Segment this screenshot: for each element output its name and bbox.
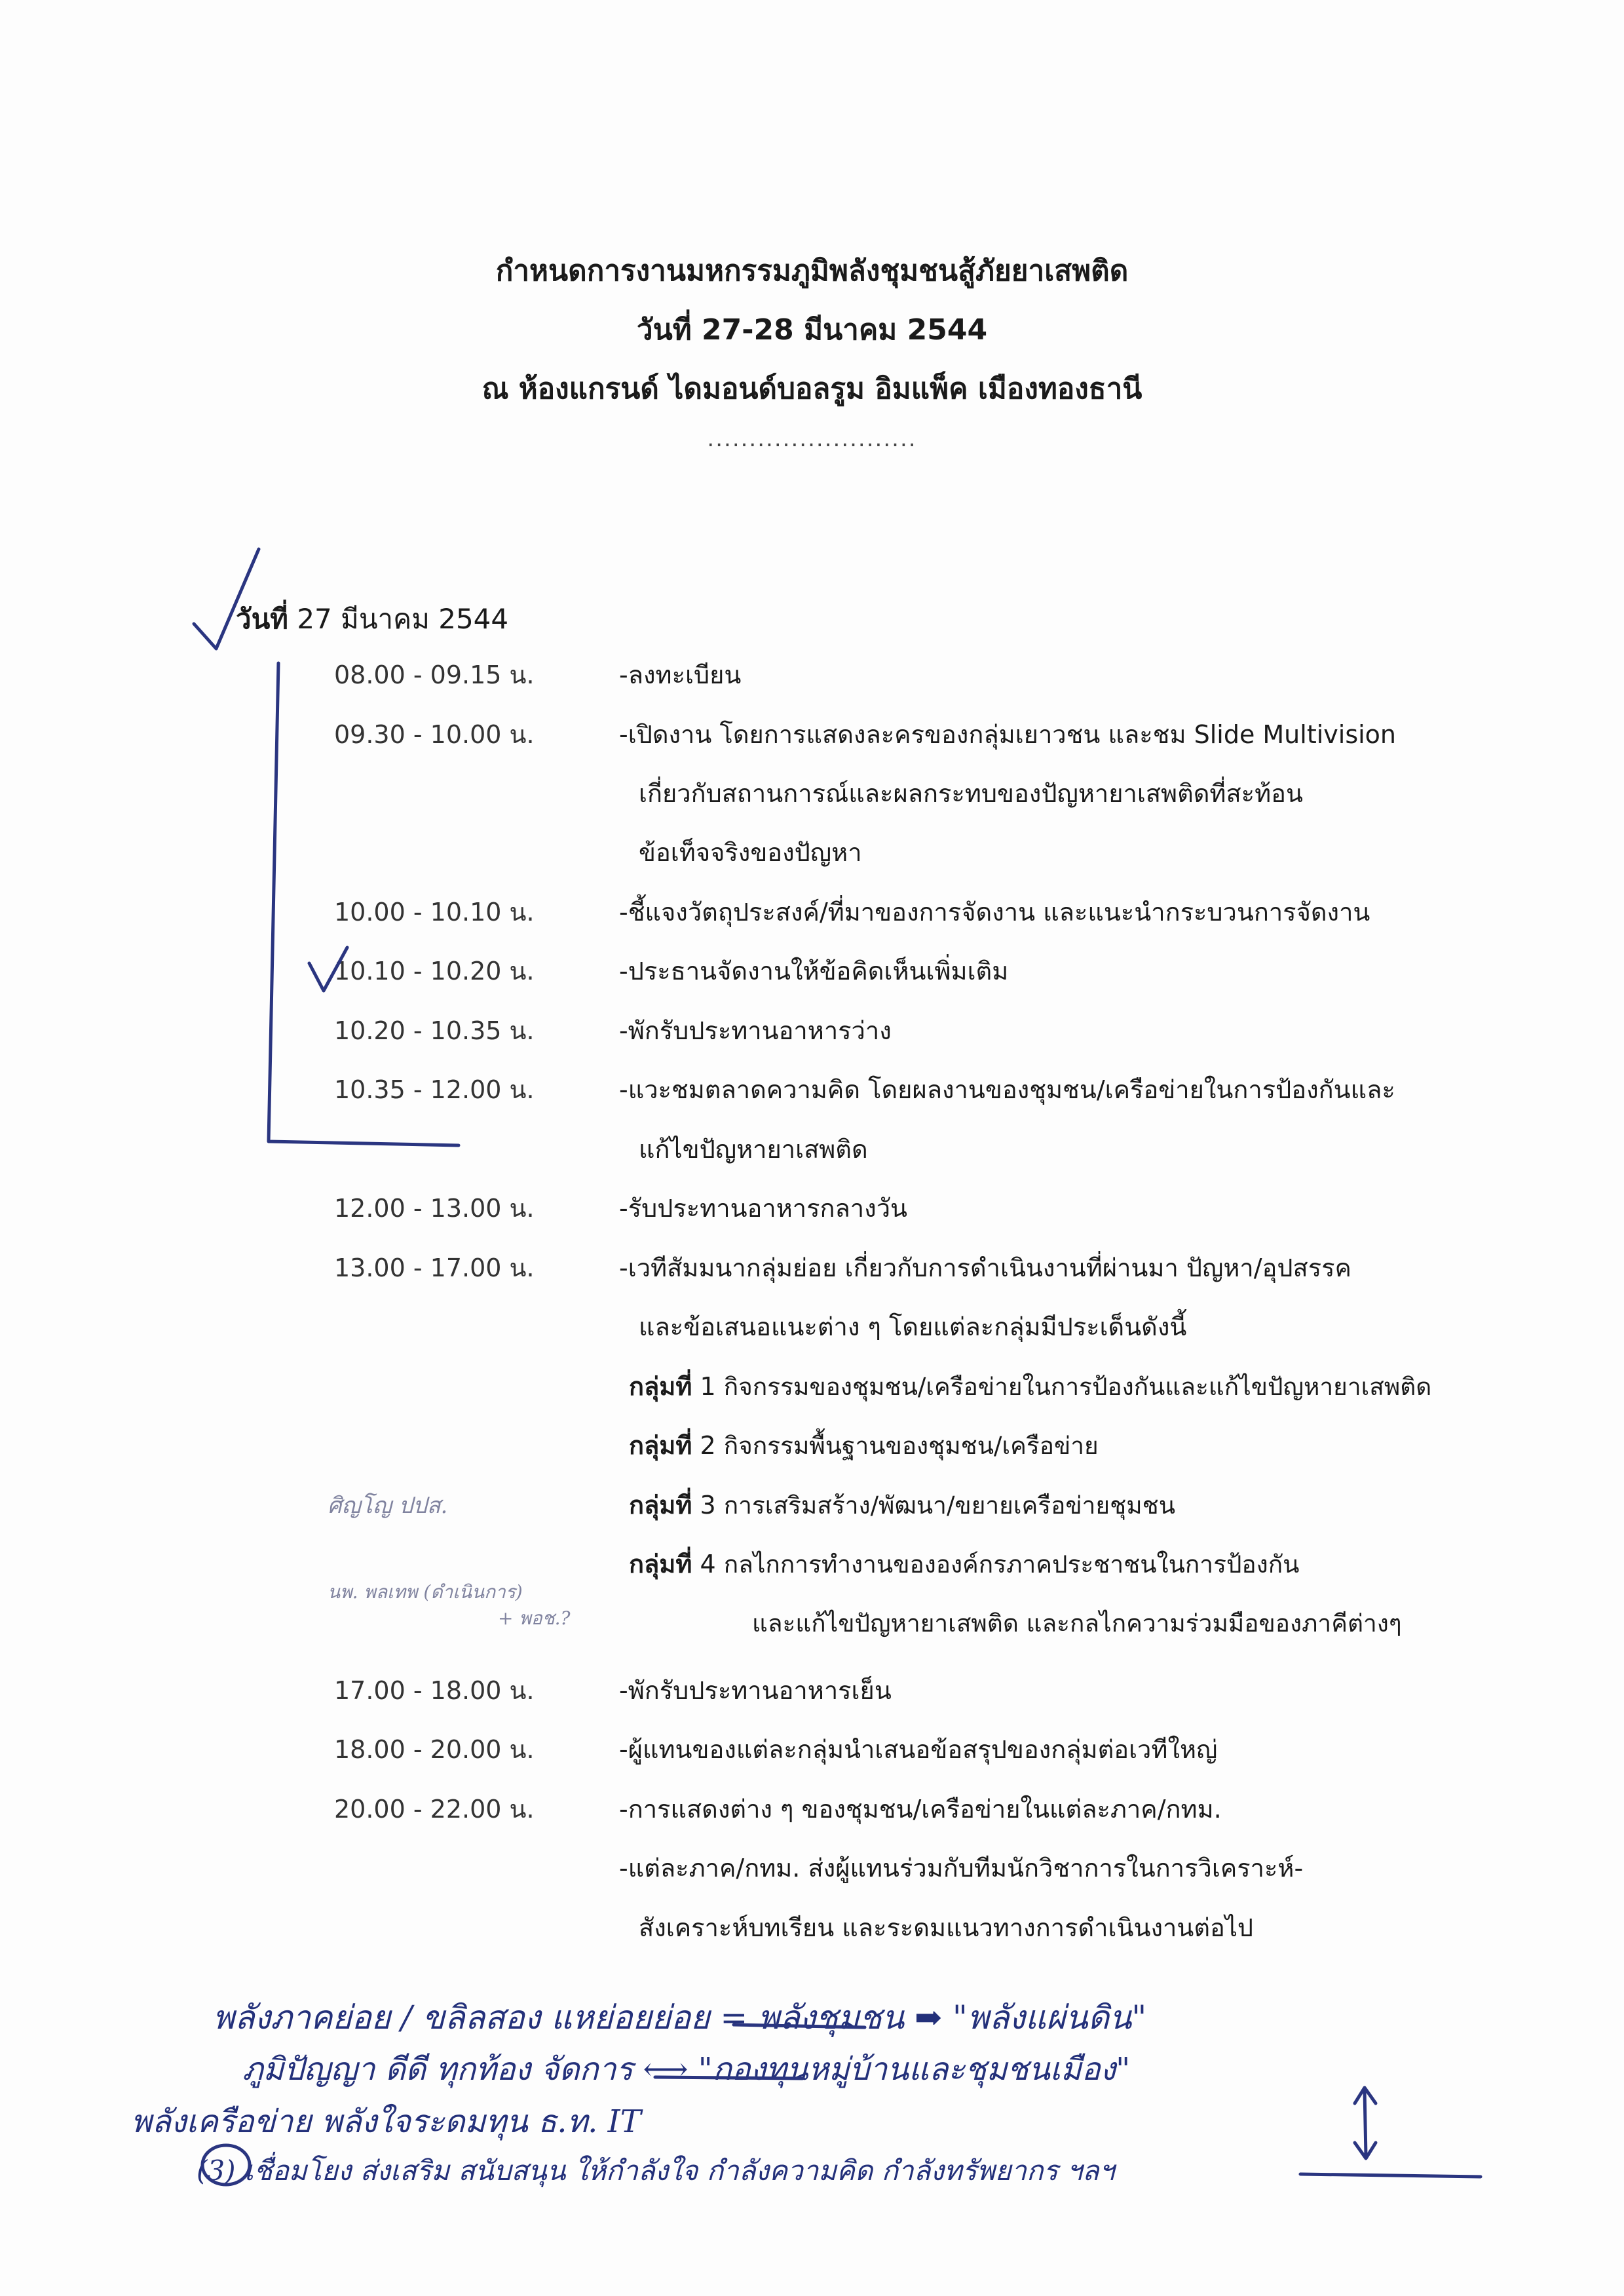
schedule-time: 10.20 - 10.35 น. [334,1016,535,1045]
event-dates: วันที่ 27-28 มีนาคม 2544 [636,313,988,347]
handwritten-margin-note: + พอช.? [498,1607,571,1629]
bracket-line [269,663,459,1145]
schedule-desc: และข้อเสนอแนะต่าง ๆ โดยแต่ละกลุ่มมีประเด็นดังนี้ [639,1312,1187,1341]
schedule-desc: -เวทีสัมมนากลุ่มย่อย เกี่ยวกับการดำเนินงานที่ผ่านมา ปัญหา/อุปสรรค [619,1253,1351,1282]
day-label-bold: วันที่ [236,603,288,635]
group-number: 3 [692,1491,724,1520]
group-text: และแก้ไขปัญหายาเสพติด และกลไกความร่วมมือของภาคีต่างๆ [752,1609,1402,1637]
schedule-desc: -ลงทะเบียน [619,660,742,689]
schedule-desc: -พักรับประทานอาหารว่าง [619,1016,892,1045]
schedule-desc: -รับประทานอาหารกลางวัน [619,1194,908,1223]
checkmark-icon [309,947,347,991]
group-label: กลุ่มที่ [629,1491,692,1520]
schedule-desc: -ชี้แจงวัตถุประสงค์/ที่มาของการจัดงาน และแนะนำกระบวนการจัดงาน [619,898,1370,927]
event-venue: ณ ห้องแกรนด์ ไดมอนด์บอลรูม อิมแพ็ค เมืองทองธานี [482,372,1142,406]
schedule-time: 08.00 - 09.15 น. [334,660,535,689]
group-label: กลุ่มที่ [629,1372,692,1401]
handwritten-margin-note: นพ. พลเทพ (ดำเนินการ) [328,1581,523,1603]
title-divider: ......................... [707,426,917,452]
group-number: 2 [692,1431,724,1460]
handwritten-note-line: พลังเครือข่าย พลังใจระดมทุน ธ.ท. IT [131,2103,641,2140]
schedule-desc: -ผู้แทนของแต่ละกลุ่มนำเสนอข้อสรุปของกลุ่มต่อเวทีใหญ่ [619,1735,1218,1764]
event-title: กำหนดการงานมหกรรมภูมิพลังชุมชนสู้ภัยยาเสพติด [495,254,1129,288]
schedule-time: 20.00 - 22.00 น. [334,1795,535,1824]
handwritten-note-line: พลังภาคย่อย / ขลิลสอง แหย่อยย่อย = พลังชุมชน ➡ "พลังแผ่นดิน" [213,1999,1147,2037]
schedule-time: 10.35 - 12.00 น. [334,1075,535,1104]
group-number: 4 [692,1550,724,1578]
group-number: 1 [692,1372,724,1401]
day-label-rest: 27 มีนาคม 2544 [288,603,509,635]
schedule-desc: -ประธานจัดงานให้ข้อคิดเห็นเพิ่มเติม [619,957,1009,985]
schedule-time: 12.00 - 13.00 น. [334,1194,535,1223]
schedule-time: 10.00 - 10.10 น. [334,898,535,927]
schedule-desc: -พักรับประทานอาหารเย็น [619,1676,892,1705]
double-arrow-icon [1355,2088,1376,2158]
handwritten-margin-note: ศิญโญ ปปส. [328,1493,448,1519]
handwritten-note-line: (3) เชื่อมโยง ส่งเสริม สนับสนุน ให้กำลังใจ กำลังความคิด กำลังทรัพยากร ฯลฯ [197,2154,1115,2187]
group-label: กลุ่มที่ [629,1431,692,1460]
group-text: กลไกการทำงานขององค์กรภาคประชาชนในการป้องกัน [723,1550,1300,1578]
schedule-desc: เกี่ยวกับสถานการณ์และผลกระทบของปัญหายาเสพติดที่สะท้อน [639,779,1303,808]
schedule-desc: แก้ไขปัญหายาเสพติด [639,1135,868,1164]
schedule-time: 18.00 - 20.00 น. [334,1735,535,1764]
schedule-desc: -แต่ละภาค/กทม. ส่งผู้แทนร่วมกับทีมนักวิชาการในการวิเคราะห์- [619,1854,1304,1883]
group-text: กิจกรรมของชุมชน/เครือข่ายในการป้องกันและแก้ไขปัญหายาเสพติด [723,1373,1432,1401]
schedule-time: 17.00 - 18.00 น. [334,1676,535,1705]
underline-mark [1300,2174,1481,2177]
checkmark-icon [194,549,259,649]
schedule-desc: สังเคราะห์บทเรียน และระดมแนวทางการดำเนินงานต่อไป [639,1913,1254,1942]
handwritten-note-line: ภูมิปัญญา ดีดี ทุกท้อง จัดการ ⟷ "กองทุนหมู่บ้านและชุมชนเมือง" [242,2051,1131,2088]
schedule-desc: -เปิดงาน โดยการแสดงละครของกลุ่มเยาวชน และชม Slide Multivision [619,720,1397,749]
group-label: กลุ่มที่ [629,1550,692,1578]
schedule-time: 13.00 - 17.00 น. [334,1253,535,1282]
group-text: กิจกรรมพื้นฐานของชุมชน/เครือข่าย [723,1432,1099,1460]
schedule-time: 10.10 - 10.20 น. [334,957,535,985]
underline-mark [734,2025,865,2027]
group-text: การเสริมสร้าง/พัฒนา/ขยายเครือข่ายชุมชน [723,1491,1175,1520]
schedule-desc: -การแสดงต่าง ๆ ของชุมชน/เครือข่ายในแต่ละภาค/กทม. [619,1795,1222,1824]
schedule-time: 09.30 - 10.00 น. [334,720,535,749]
circle-mark [202,2145,250,2185]
schedule-desc: ข้อเท็จจริงของปัญหา [639,838,862,867]
schedule-desc: -แวะชมตลาดความคิด โดยผลงานของชุมชน/เครือข่ายในการป้องกันและ [619,1075,1395,1104]
underline-mark [655,2077,803,2078]
